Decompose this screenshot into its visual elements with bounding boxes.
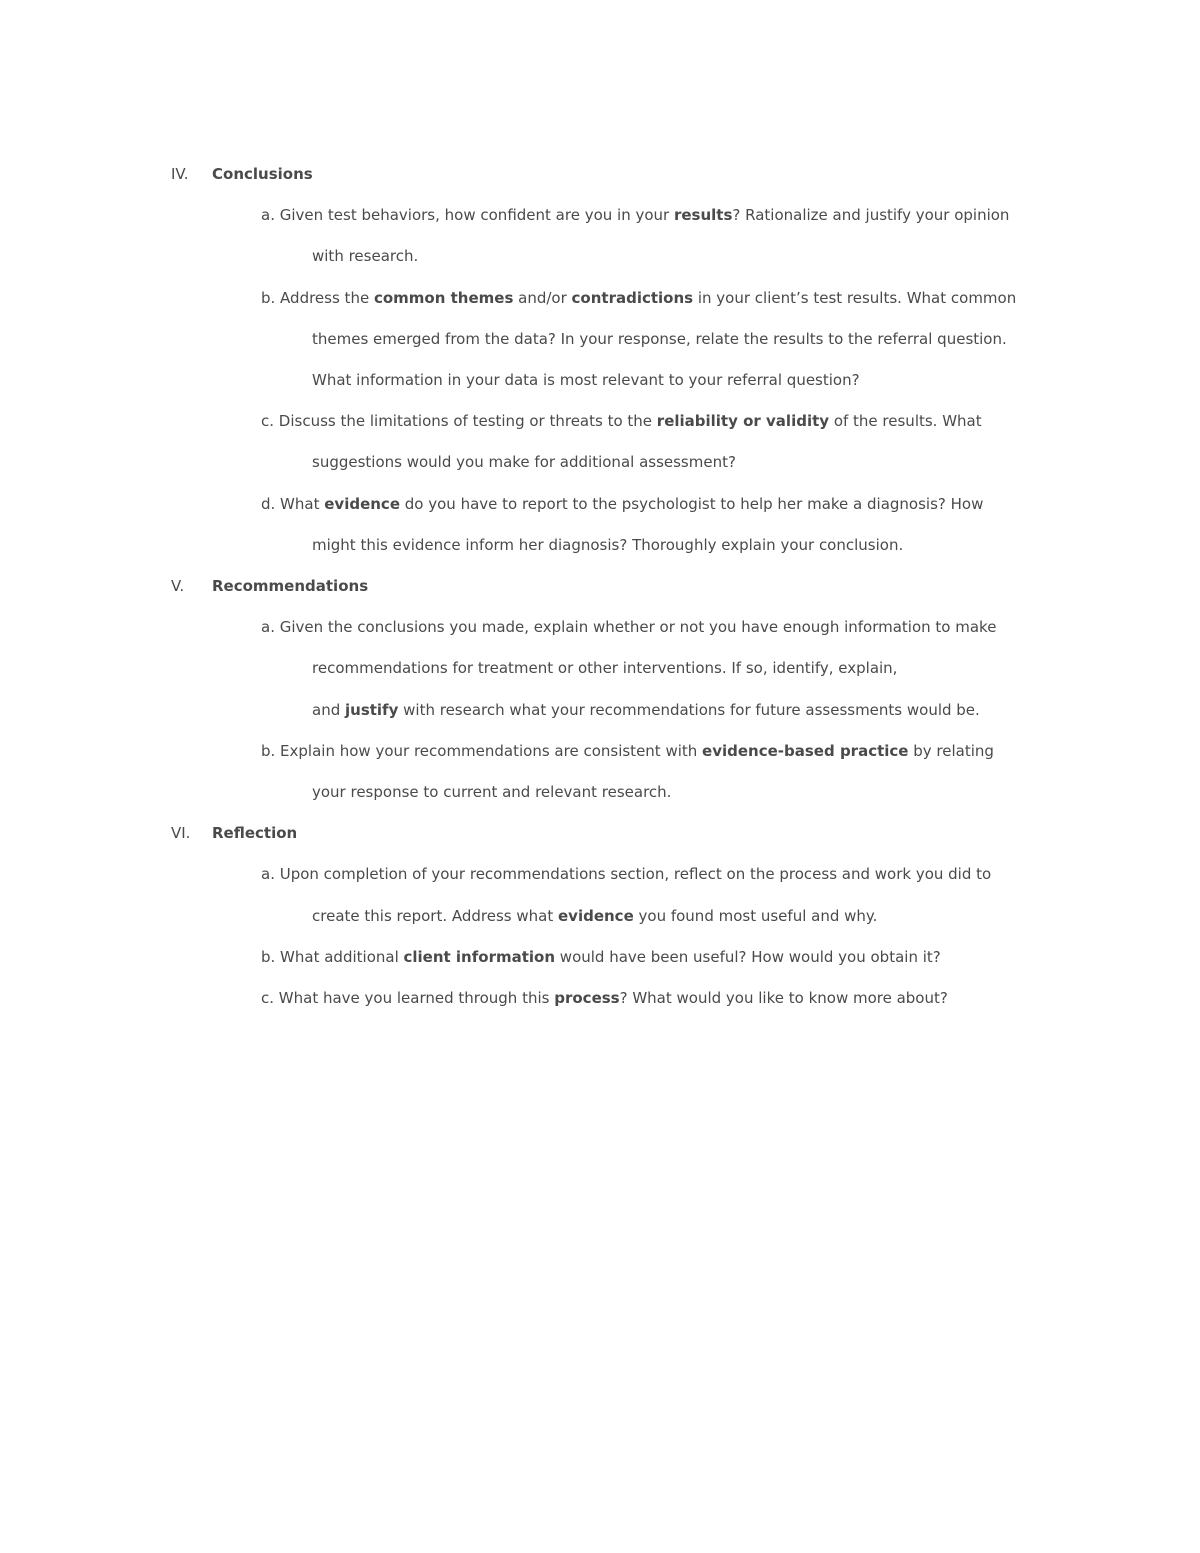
list-item-continuation xyxy=(312,905,877,927)
text-run: with research. xyxy=(312,247,419,266)
bold-text: evidence-based practice xyxy=(702,741,909,760)
text-run: a. Upon completion of your recommendations section, reflect on the process and work you did to xyxy=(261,865,992,884)
list-item-continuation xyxy=(312,369,860,391)
list-item xyxy=(261,287,1016,309)
section-numeral: VI. xyxy=(171,824,191,843)
text-run: by relating xyxy=(908,741,994,760)
text-run: recommendations for treatment or other interventions. If so, identify, explain, xyxy=(312,659,898,678)
section-heading: Recommendations xyxy=(212,577,369,595)
list-item xyxy=(261,863,991,885)
text-run: would have been useful? How would you obtain it? xyxy=(555,947,941,966)
text-run: with research what your recommendations for future assessments would be. xyxy=(398,700,980,719)
text-run: themes emerged from the data? In your response, relate the results to the referral question. xyxy=(312,329,1007,348)
text-run: b. What additional xyxy=(261,947,404,966)
text-run: you found most useful and why. xyxy=(633,906,878,925)
section-heading: Conclusions xyxy=(212,165,313,183)
text-run: b. Address the xyxy=(261,288,374,307)
list-item-continuation xyxy=(312,245,418,267)
list-item xyxy=(261,740,994,762)
bold-text: results xyxy=(673,206,733,225)
bold-text: evidence xyxy=(324,494,400,513)
list-item-continuation xyxy=(312,781,671,803)
text-run: your response to current and relevant research. xyxy=(312,783,672,801)
text-run: b. Explain how your recommendations are consistent with xyxy=(261,741,703,760)
bold-text: evidence xyxy=(558,906,634,925)
list-item xyxy=(261,204,1009,226)
list-item-continuation xyxy=(312,451,736,473)
text-run: a. Given the conclusions you made, explain whether or not you have enough information to make xyxy=(261,618,997,637)
text-run: d. What xyxy=(261,494,325,513)
section-heading: Reflection xyxy=(212,824,298,843)
bold-text: client information xyxy=(403,947,556,966)
bold-text: process xyxy=(554,989,620,1007)
bold-text: common themes xyxy=(373,288,514,307)
list-item-continuation xyxy=(312,534,903,556)
text-run: suggestions would you make for additional assessment? xyxy=(312,453,736,472)
bold-text: reliability or validity xyxy=(656,412,830,431)
text-run: and xyxy=(312,700,345,719)
text-run: create this report. Address what xyxy=(312,906,558,925)
list-item xyxy=(261,493,983,515)
list-item xyxy=(261,946,941,968)
list-item xyxy=(261,987,948,1009)
text-run: might this evidence inform her diagnosis? Thoroughly explain your conclusion. xyxy=(312,535,904,554)
text-run: of the results. What xyxy=(829,412,982,431)
list-item-continuation xyxy=(312,699,980,721)
list-item-continuation xyxy=(312,657,897,679)
bold-text: justify xyxy=(345,700,399,719)
text-run: c. What have you learned through this xyxy=(261,989,555,1007)
text-run: do you have to report to the psychologist to help her make a diagnosis? How xyxy=(400,494,984,513)
list-item xyxy=(261,410,982,432)
section-numeral: IV. xyxy=(171,165,189,183)
list-item xyxy=(261,616,996,638)
text-run: and/or xyxy=(513,288,572,307)
section-numeral: V. xyxy=(171,577,185,595)
bold-text: contradictions xyxy=(571,288,694,307)
text-run: ? What would you like to know more about? xyxy=(619,989,948,1007)
text-run: ? Rationalize and justify your opinion xyxy=(732,206,1010,225)
text-run: in your client’s test results. What common xyxy=(693,288,1017,307)
text-run: a. Given test behaviors, how confident are you in your xyxy=(261,206,674,225)
list-item-continuation xyxy=(312,328,1007,350)
text-run: c. Discuss the limitations of testing or threats to the xyxy=(261,412,657,431)
text-run: What information in your data is most relevant to your referral question? xyxy=(312,371,860,389)
